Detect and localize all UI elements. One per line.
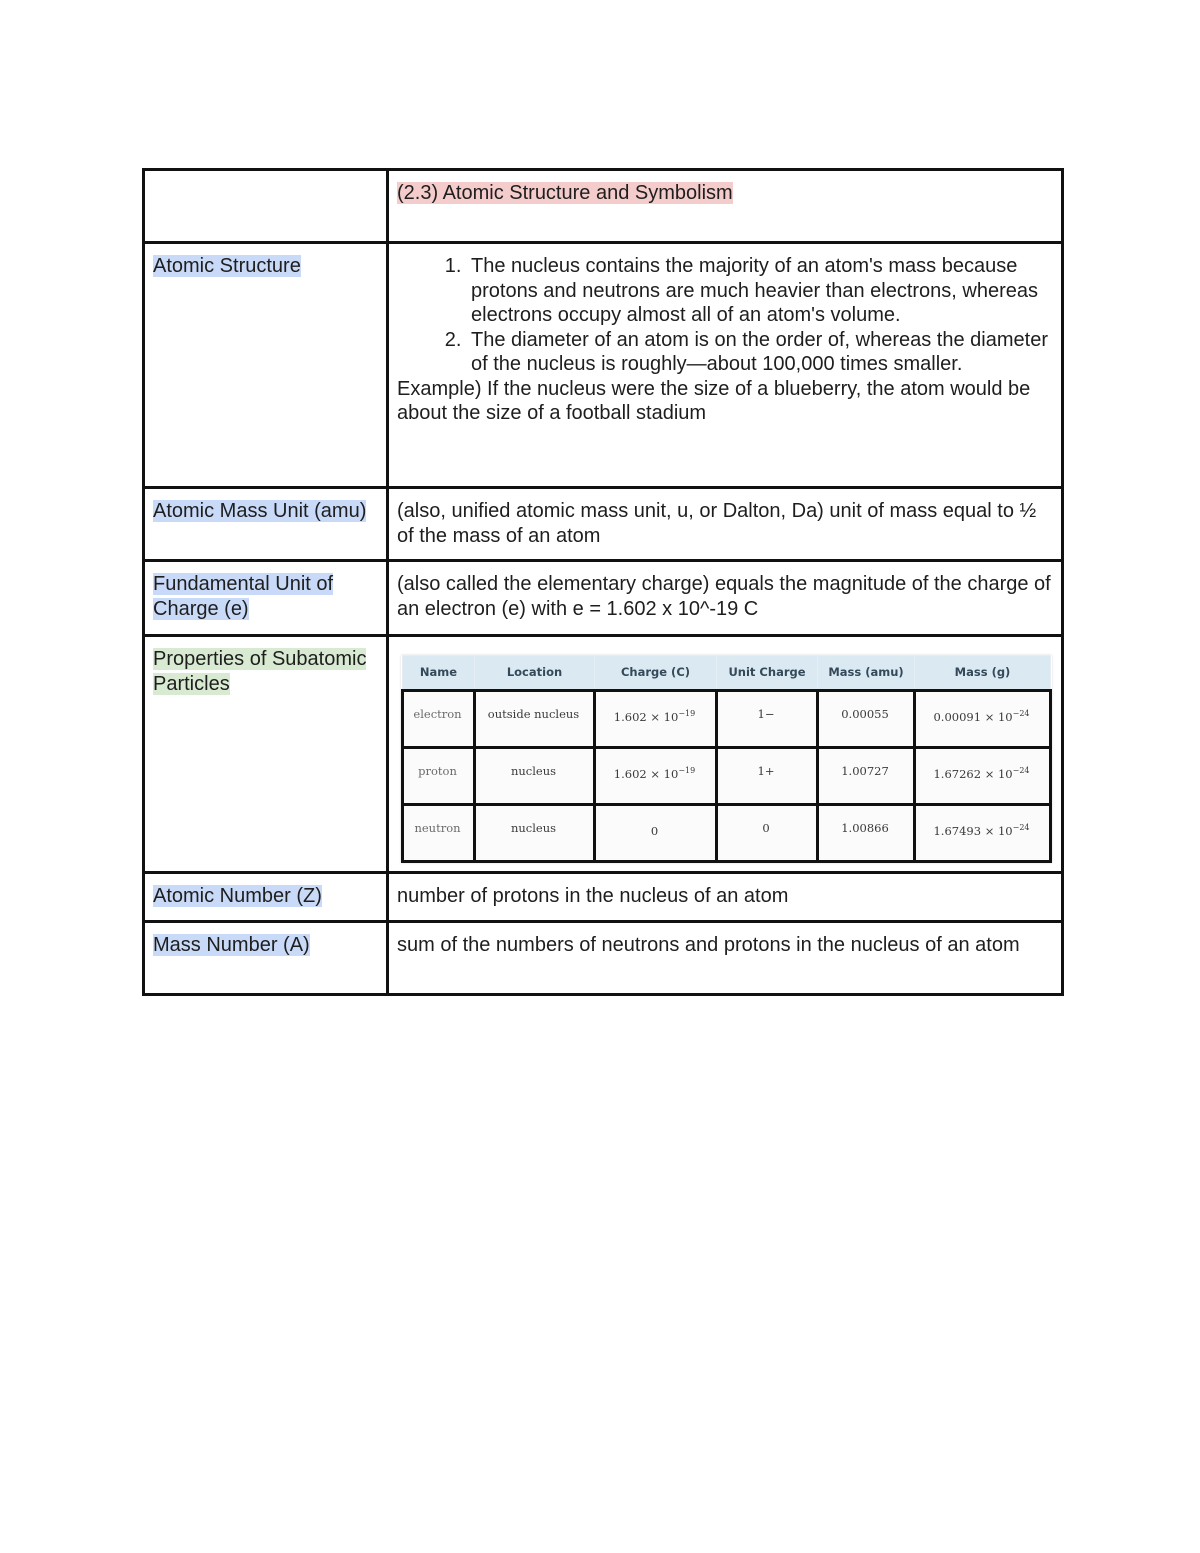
header-mass-g: Mass (g) [915,656,1051,691]
cell-name: neutron [403,805,475,862]
cell-mass-amu: 1.00727 [818,748,915,805]
particles-table-image [401,655,1052,863]
title-row [144,170,1063,243]
header-charge: Charge (C) [595,656,717,691]
cell-name: electron [403,691,475,748]
cell-unit-charge: 1+ [717,748,818,805]
header-unit-charge: Unit Charge [717,656,818,691]
definition-cell [388,561,1063,636]
term-mass-number: Mass Number (A) [153,934,310,956]
definition-cell [388,873,1063,922]
properties-row [144,636,1063,873]
facts-list [397,254,1051,377]
definition-cell [388,636,1063,873]
cell-location: outside nucleus [475,691,595,748]
atomic-structure-row [144,243,1063,488]
definition-charge: (also called the elementary charge) equals the magnitude of the charge of an electron (e) with e = 1.602 x 10^-19 C [397,573,1051,620]
term-cell [144,873,388,922]
term-properties: Properties of Subatomic Particles [153,648,367,695]
cell-mass-amu: 1.00866 [818,805,915,862]
mass-base: 1.67493 × 10 [933,823,1013,838]
term-cell [144,561,388,636]
definition-cell [388,243,1063,488]
atomic-number-row [144,873,1063,922]
definition-amu: (also, unified atomic mass unit, u, or Dalton, Da) unit of mass equal to ½ of the mass of an atom [397,500,1037,547]
cell-mass-g [915,748,1051,805]
section-title: (2.3) Atomic Structure and Symbolism [397,182,733,204]
term-atomic-number: Atomic Number (Z) [153,885,322,907]
cell-name: proton [403,748,475,805]
cell-location: nucleus [475,805,595,862]
mass-exponent: −24 [1012,823,1030,832]
example-text: Example) If the nucleus were the size of a blueberry, the atom would be about the size of a football stadium [397,377,1031,424]
cell-mass-g [915,691,1051,748]
definition-mass-number: sum of the numbers of neutrons and protons in the nucleus of an atom [397,934,1020,956]
header-mass-amu: Mass (amu) [818,656,915,691]
term-cell [144,636,388,873]
cell-mass-amu: 0.00055 [818,691,915,748]
cell-charge [595,748,717,805]
mass-exponent: −24 [1012,709,1030,718]
term-cell [144,922,388,995]
cell-mass-g [915,805,1051,862]
amu-row [144,488,1063,561]
title-term-cell [144,170,388,243]
charge-row [144,561,1063,636]
notes-table [142,168,1064,996]
charge-base: 0 [650,823,659,838]
title-cell [388,170,1063,243]
mass-exponent: −24 [1012,766,1030,775]
header-name: Name [403,656,475,691]
cell-unit-charge: 1− [717,691,818,748]
mass-base: 0.00091 × 10 [933,709,1013,724]
list-item: 1. The nucleus contains the majority of an atom's mass because protons and neutrons are much heavier than electrons, whereas electrons occupy almost all of an atom's volume. [467,254,1051,328]
charge-base: 1.602 × 10 [613,709,679,724]
cell-unit-charge: 0 [717,805,818,862]
term-amu: Atomic Mass Unit (amu) [153,500,367,522]
table-row [403,805,1051,862]
header-location: Location [475,656,595,691]
definition-cell [388,488,1063,561]
mass-number-row [144,922,1063,995]
cell-location: nucleus [475,748,595,805]
definition-cell [388,922,1063,995]
term-atomic-structure: Atomic Structure [153,255,301,277]
term-charge: Fundamental Unit of Charge (e) [153,573,334,620]
cell-charge [595,691,717,748]
definition-atomic-number: number of protons in the nucleus of an atom [397,885,789,907]
cell-charge [595,805,717,862]
charge-base: 1.602 × 10 [613,766,679,781]
table-row [403,691,1051,748]
charge-exponent: −19 [678,766,696,775]
particles-header-row [403,656,1051,691]
mass-base: 1.67262 × 10 [933,766,1013,781]
list-item: 2. The diameter of an atom is on the order of, whereas the diameter of the nucleus is roughly—about 100,000 times smaller. [467,328,1051,377]
charge-exponent: −19 [678,709,696,718]
term-cell [144,243,388,488]
table-row [403,748,1051,805]
term-cell [144,488,388,561]
